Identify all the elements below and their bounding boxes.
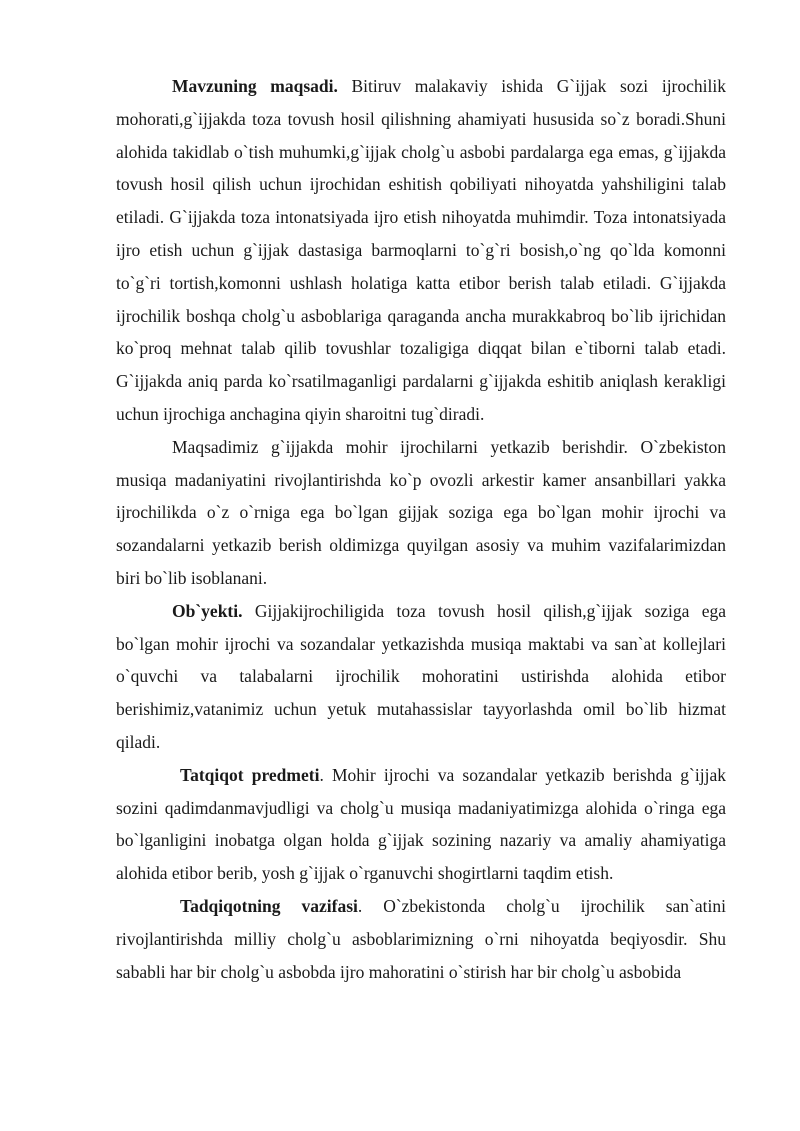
paragraph-object [116, 595, 726, 759]
paragraph-subject [116, 759, 726, 890]
text-tasks: . O`zbekistonda cholg`u ijrochilik san`atini rivojlantirishda milliy cholg`u asboblarimizning o`rni nihoyatda beqiyosdir. Shu sababli har bir cholg`u asbobda ijro mahoratini o`stirish har bir cholg`u asbobida [116, 895, 726, 982]
heading-object: Ob`yekti. [172, 600, 243, 621]
text-purpose: Bitiruv malakaviy ishida G`ijjak sozi ijrochilik mohorati,g`ijjakda toza tovush hosil qilishning ahamiyati hususida so`z boradi.Shuni alohida takidlab o`tish muhumki,g`ijjak cholg`u asbobi pardalarga ega emas, g`ijjakda tovush hosil qilish uchun ijrochidan eshitish qobiliyati nihoyatda yahshiligini talab etiladi. G`ijjakda toza intonatsiyada ijro etish nihoyatda muhimdir. Toza intonatsiyada ijro etish uchun g`ijjak dastasiga barmoqlarni to`g`ri bosish,o`ng qo`lda komonni to`g`ri tortish,komonni ushlash holatiga katta etibor berish talab etiladi. G`ijjakda ijrochilik boshqa cholg`u asboblariga qaraganda ancha murakkabroq bo`lib ijrichidan ko`proq mehnat talab qilib tovushlar tozaligiga diqqat bilan e`tiborni talab etadi. G`ijjakda aniq parda ko`rsatilmaganligi pardalarni g`ijjakda eshitib aniqlash kerakligi uchun ijrochiga anchagina qiyin sharoitni tug`diradi. [116, 76, 726, 424]
heading-purpose: Mavzuning maqsadi. [172, 76, 338, 96]
heading-tasks: Tadqiqotning vazifasi [180, 895, 358, 916]
document-page [116, 70, 726, 988]
paragraph-purpose [116, 70, 726, 431]
text-subject: . Mohir ijrochi va sozandalar yetkazib berishda g`ijjak sozini qadimdanmavjudligi va cholg`u musiqa madaniyatimizga alohida o`ringa ega bo`lganligini inobatga olgan holda g`ijjak sozining nazariy va amaliy ahamiyatiga alohida etibor berib, yosh g`ijjak o`rganuvchi shogirtlarni taqdim etish. [116, 764, 726, 884]
text-object: Gijjakijrochiligida toza tovush hosil qilish,g`ijjak soziga ega bo`lgan mohir ijrochi va sozandalar yetkazishda musiqa maktabi va san`at kollejlari o`quvchi va talabalarni ijrochilik mohoratini ustirishda alohida etibor berishimiz,vatanimiz uchun yetuk mutahassislar tayyorlashda omil bo`lib hizmat qiladi. [116, 600, 726, 752]
heading-subject: Tatqiqot predmeti [180, 764, 320, 785]
paragraph-tasks [116, 890, 726, 988]
text-goal: Maqsadimiz g`ijjakda mohir ijrochilarni yetkazib berishdir. O`zbekiston musiqa madaniyatini rivojlantirishda ko`p ovozli arkestir kamer ansanbillari yakka ijrochilikda o`z o`rniga ega bo`lgan gijjak soziga ega bo`lgan mohir ijrochi va sozandalarni yetkazib berish oldimizga quyilgan asosiy va muhim vazifalarimizdan biri bo`lib isoblanani. [116, 436, 726, 588]
paragraph-goal [116, 431, 726, 595]
